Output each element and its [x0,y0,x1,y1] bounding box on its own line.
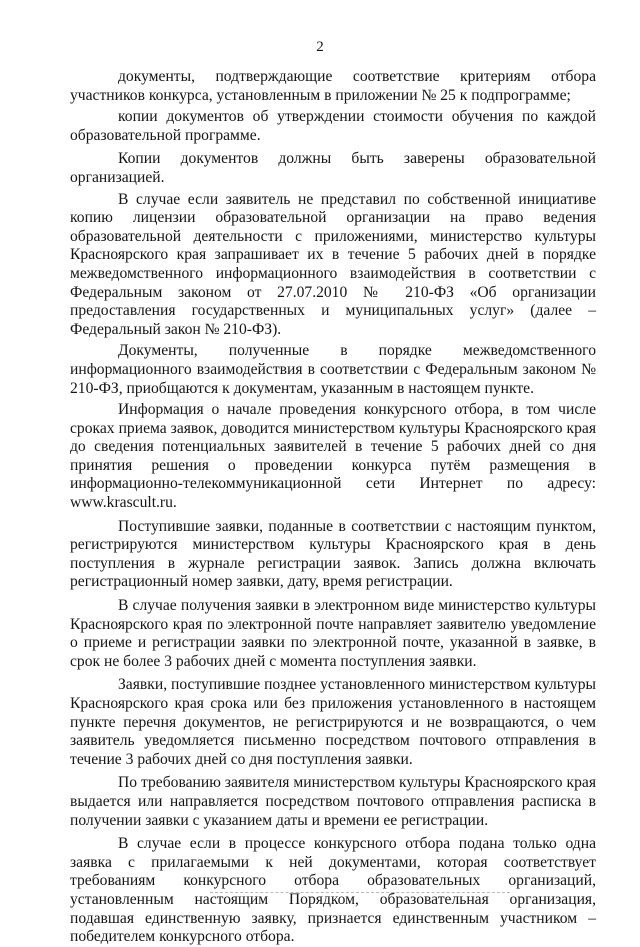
paragraph-late-applications: Заявки, поступившие позднее установленного министерством культуры Красноярского края срока или без приложения установленного в настоящем пункте перечня документов, не регистрируются и не возвращаются, о чем заявитель уведомляется письменно посредством почтового отправления в течение 3 рабочих дней со дня поступления заявки. [70,676,597,768]
paragraph-registration: Поступившие заявки, поданные в соответствии с настоящим пунктом, регистрируются министерством культуры Красноярского края в день поступления в журнале регистрации заявок. Запись должна включать регистрационный номер заявки, дату, время регистрации. [70,517,596,591]
paragraph-electronic-application: В случае получения заявки в электронном виде министерство культуры Красноярского края по электронной почте направляет заявителю уведомление о приеме и регистрации заявки по электронной почте, указанной в заявке, в срок не более 3 рабочих дней с момента поступления заявки. [70,597,596,670]
paragraph-cost-copies: копии документов об утверждении стоимости обучения по каждой образовательной программе. [70,108,596,144]
paragraph-contest-announcement: Информация о начале проведения конкурсного отбора, в том числе сроках приема заявок, доводится министерством культуры Красноярского края до сведения потенциальных заявителей в течение 5 рабочих дней со дня принятия решения о проведении конкурса путём размещения в информационно-телекоммуникационной сети Интернет по адресу: www.krascult.ru. [70,401,596,512]
bottom-divider [210,892,510,893]
paragraph-receipt: По требованию заявителя министерством культуры Красноярского края выдается или направляется посредством почтового отправления расписка в получении заявки с указанием даты и времени ее регистрации. [70,774,596,829]
paragraph-documents-criteria: документы, подтверждающие соответствие критериям отбора участников конкурса, установленным в приложении № 25 к подпрограмме; [70,68,596,104]
page-number: 2 [316,39,324,55]
paragraph-license-request: В случае если заявитель не представил по собственной инициативе копию лицензии образовательной организации на право ведения образовательной деятельности с приложениями, министерство культуры Красноярского края запрашивает их в течение 5 рабочих дней в порядке межведомственного информационного взаимодействия в соответствии с Федеральным законом от 27.07.2010 № 210-ФЗ «Об организации предоставления государственных и муниципальных услуг» (далее – Федеральный закон № 210-ФЗ). [70,190,596,338]
paragraph-received-documents: Документы, полученные в порядке межведомственного информационного взаимодействия в соответствии с Федеральным законом № 210-ФЗ, приобщаются к документам, указанным в настоящем пункте. [70,342,596,397]
document-body [70,68,596,947]
paragraph-single-application: В случае если в процессе конкурсного отбора подана только одна заявка с прилагаемыми к ней документами, которая соответствует требованиям конкурсного отбора образовательных организаций, установленным настоящим Порядком, образовательная организация, подавшая единственную заявку, признается единственным участником – победителем конкурсного отбора. [70,835,596,946]
paragraph-copies-certified: Копии документов должны быть заверены образовательной организацией. [70,150,596,186]
